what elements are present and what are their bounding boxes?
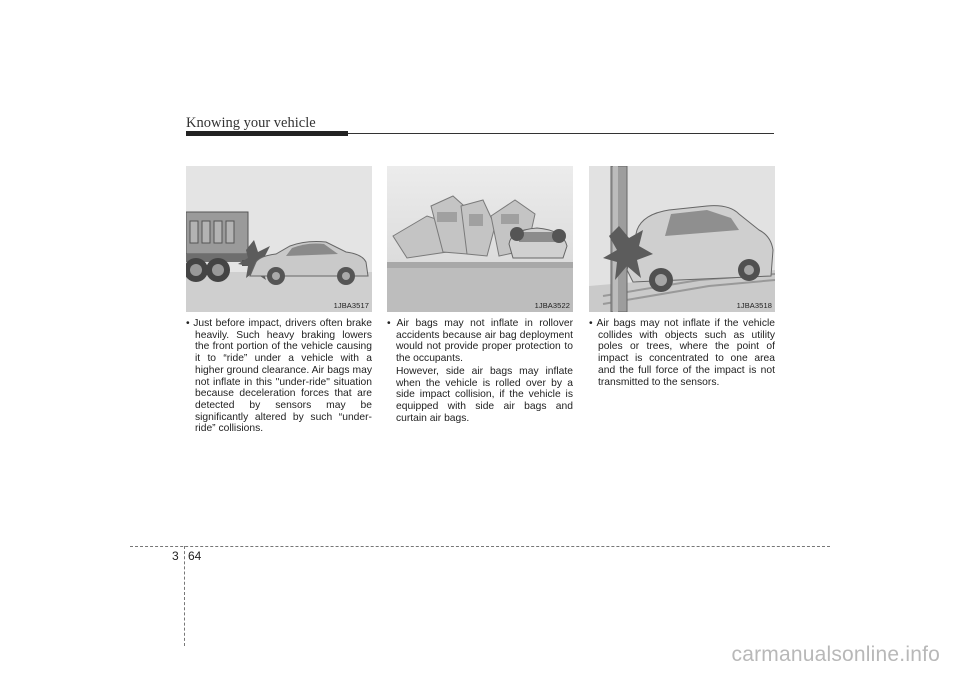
page-number: 64 (188, 549, 202, 563)
footer-divider (130, 546, 830, 547)
footer-vertical-divider (184, 546, 185, 646)
paragraph: • Air bags may not inflate in rollover accidents because air bag deployment would not provide proper protection to the occupants. (387, 318, 573, 365)
watermark: carmanualsonline.info (731, 643, 940, 666)
page-header-title: Knowing your vehicle (186, 115, 316, 131)
header-rule-accent (186, 131, 348, 136)
text-column-pole-impact (589, 318, 775, 388)
figure-pole-impact (589, 166, 775, 312)
text-column-rollover (387, 318, 573, 424)
chapter-number: 3 (172, 549, 179, 563)
figure-truck-underride (186, 166, 372, 312)
paragraph: However, side air bags may inflate when the vehicle is rolled over by a side impact collision, if the vehicle is equipped with side air bags and curtain air bags. (396, 365, 573, 424)
pole-impact-illustration-icon (589, 166, 775, 312)
figure-code: 1JBA3522 (534, 301, 570, 310)
figure-code: 1JBA3517 (333, 301, 369, 310)
paragraph: • Just before impact, drivers often brake heavily. Such heavy braking lowers the front portion of the vehicle causing it to “ride” under a vehicle with a higher ground clearance. Air bags may not inflate in this "under-ride" situation because deceleration forces that are detected by sensors may be significantly altered by such “under-ride” collisions. (186, 318, 372, 435)
paragraph: • Air bags may not inflate if the vehicle collides with objects such as utility poles or trees, where the point of impact is concentrated to one area and the full force of the impact is not transmitted to the sensors. (589, 318, 775, 388)
figure-code: 1JBA3518 (736, 301, 772, 310)
figure-rollover (387, 166, 573, 312)
text-column-underride (186, 318, 372, 435)
truck-underride-illustration-icon (186, 166, 372, 312)
rollover-illustration-icon (387, 166, 573, 312)
